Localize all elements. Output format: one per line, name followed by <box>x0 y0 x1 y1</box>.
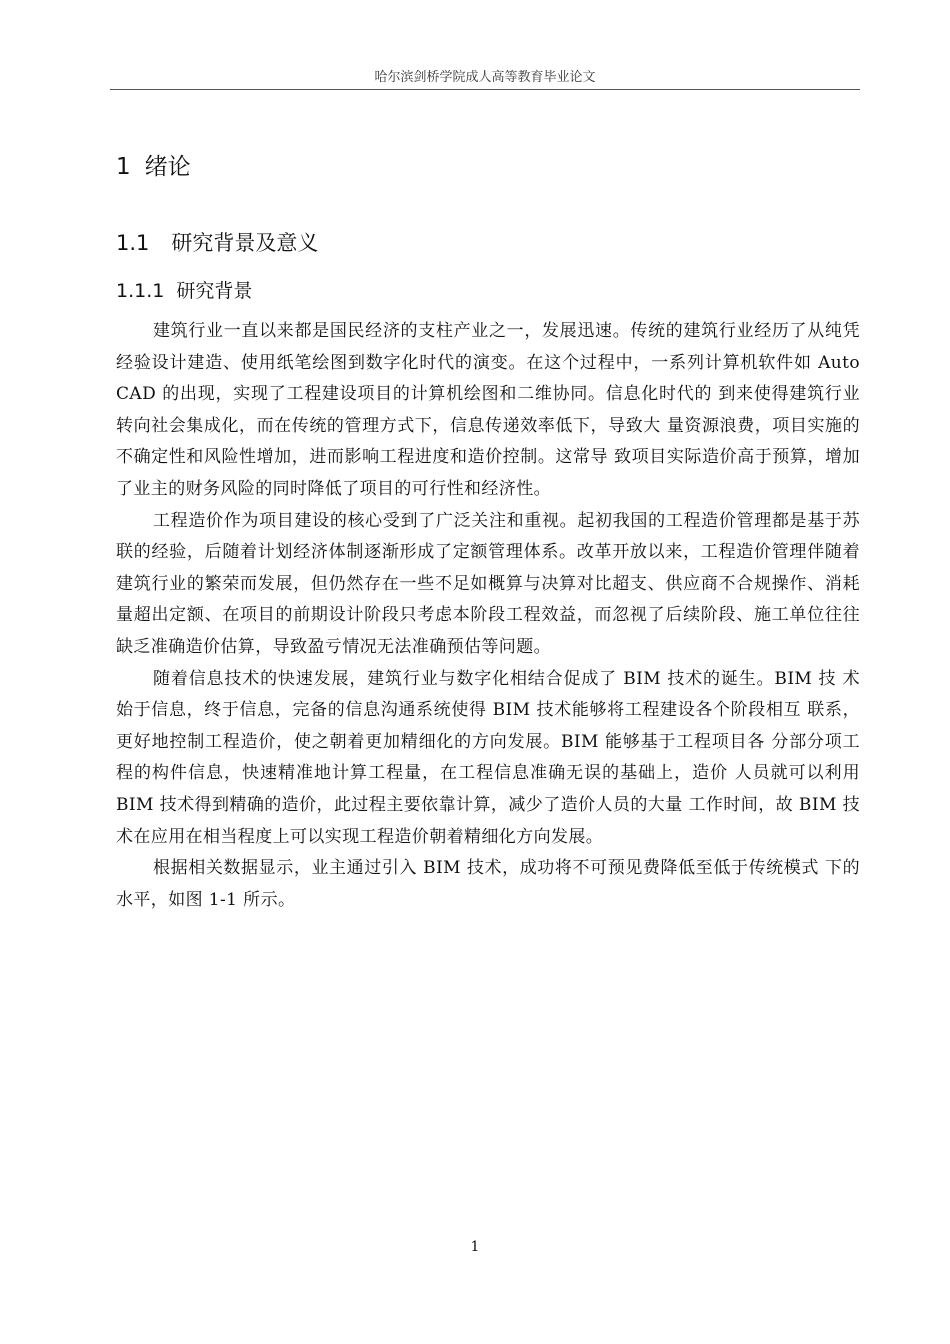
chapter-title: 绪论 <box>144 154 191 180</box>
paragraph: 工程造价作为项目建设的核心受到了广泛关注和重视。起初我国的工程造价管理都是基于苏联的经验，后随着计划经济体制逐渐形成了定额管理体系。改革开放以来，工程造价管理伴随着建筑行业的繁荣而发展，但仍然存在一些不足如概算与决算对比超支、供应商不合规操作、消耗量超出定额、在项目的前期设计阶段只考虑本阶段工程效益，而忽视了后续阶段、施工单位往往缺乏准确造价估算，导致盈亏情况无法准确预估等问题。 <box>116 510 860 657</box>
section-heading <box>116 227 318 257</box>
subsection-heading <box>116 276 252 303</box>
subsection-title: 研究背景 <box>176 280 253 302</box>
header-rule <box>110 89 860 90</box>
running-header: 哈尔滨剑桥学院成人高等教育毕业论文 <box>374 70 596 85</box>
chapter-number: 1 <box>116 154 131 180</box>
subsection-number: 1.1.1 <box>116 280 165 302</box>
paragraph: 根据相关数据显示，业主通过引入 BIM 技术，成功将不可预见费降低至低于传统模式 下的水平，如图 1-1 所示。 <box>116 858 860 910</box>
chapter-heading <box>116 148 191 181</box>
paragraph: 随着信息技术的快速发展，建筑行业与数字化相结合促成了 BIM 技术的诞生。BIM 技 术始于信息，终于信息，完备的信息沟通系统使得 BIM 技术能够将工程建设各个阶段相互 联系，更好地控制工程造价，使之朝着更加精细化的方向发展。BIM 能够基于工程项目各 分部分项工程的构件信息，快速精准地计算工程量，在工程信息准确无误的基础上，造价 人员就可以利用 BIM 技术得到精确的造价，此过程主要依靠计算，减少了造价人员的大量 工作时间，故 BIM 技术在应用在相当程度上可以实现工程造价朝着精细化方向发展。 <box>116 668 860 847</box>
section-title: 研究背景及意义 <box>171 231 319 255</box>
paragraph: 建筑行业一直以来都是国民经济的支柱产业之一，发展迅速。传统的建筑行业经历了从纯凭经验设计建造、使用纸笔绘图到数字化时代的演变。在这个过程中，一系列计算机软件如 Auto CAD 的出现，实现了工程建设项目的计算机绘图和二维协同。信息化时代的 到来使得建筑行业转向社会集成化，而在传统的管理方式下，信息传递效率低下，导致大 量资源浪费，项目实施的不确定性和风险性增加，进而影响工程进度和造价控制。这常导 致项目实际造价高于预算，增加了业主的财务风险的同时降低了项目的可行性和经济性。 <box>116 321 860 499</box>
body-text <box>116 316 860 916</box>
page-number: 1 <box>470 1239 480 1255</box>
section-number: 1.1 <box>116 231 150 255</box>
